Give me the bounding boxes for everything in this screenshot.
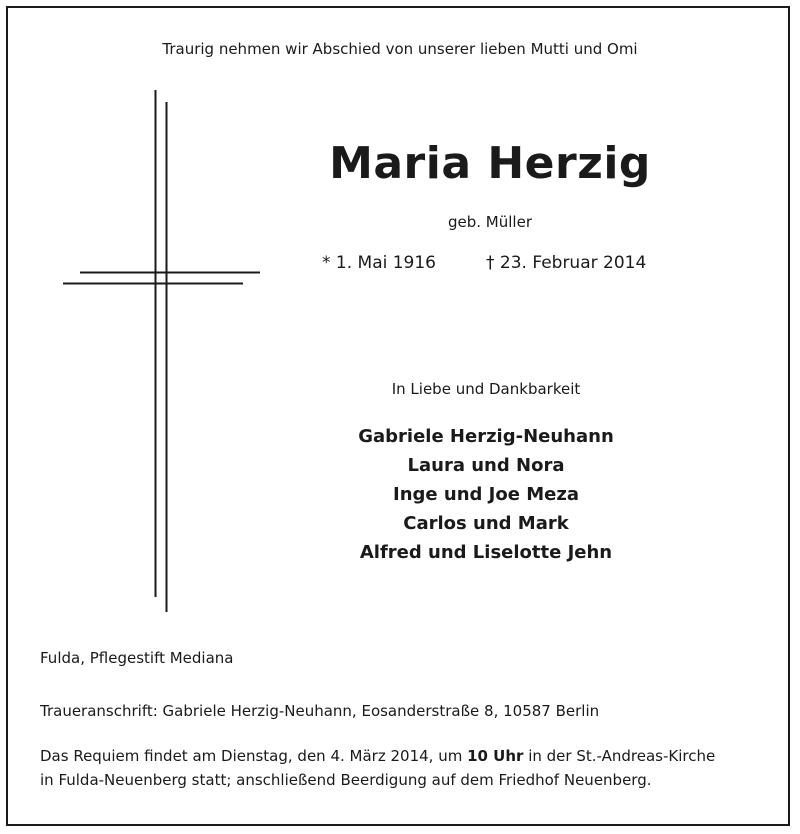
mourner-name: Laura und Nora <box>407 455 565 476</box>
mourner-name: Inge und Joe Meza <box>393 484 579 505</box>
love-line: In Liebe und Dankbarkeit <box>391 380 581 398</box>
requiem-post: in der St.-Andreas-Kirche <box>523 747 716 765</box>
birth-date: * 1. Mai 1916 <box>322 253 437 273</box>
mourner-name: Alfred und Liselotte Jehn <box>359 542 613 563</box>
deceased-name: Maria Herzig <box>329 138 651 189</box>
mourning-address: Traueranschrift: Gabriele Herzig-Neuhann, Eosanderstraße 8, 10587 Berlin <box>40 702 600 720</box>
maiden-name: geb. Müller <box>448 213 532 231</box>
death-date: † 23. Februar 2014 <box>486 253 647 273</box>
requiem-pre: Das Requiem findet am Dienstag, den 4. März 2014, um <box>40 747 468 765</box>
requiem-line-1 <box>40 747 715 765</box>
mourner-name: Gabriele Herzig-Neuhann <box>358 426 614 447</box>
requiem-time: 10 Uhr <box>467 747 524 765</box>
requiem-line-2: in Fulda-Neuenberg statt; anschließend Beerdigung auf dem Friedhof Neuenberg. <box>40 771 652 789</box>
intro-text: Traurig nehmen wir Abschied von unserer lieben Mutti und Omi <box>162 40 638 58</box>
place-text: Fulda, Pflegestift Mediana <box>40 649 234 667</box>
mourner-name: Carlos und Mark <box>403 513 569 534</box>
